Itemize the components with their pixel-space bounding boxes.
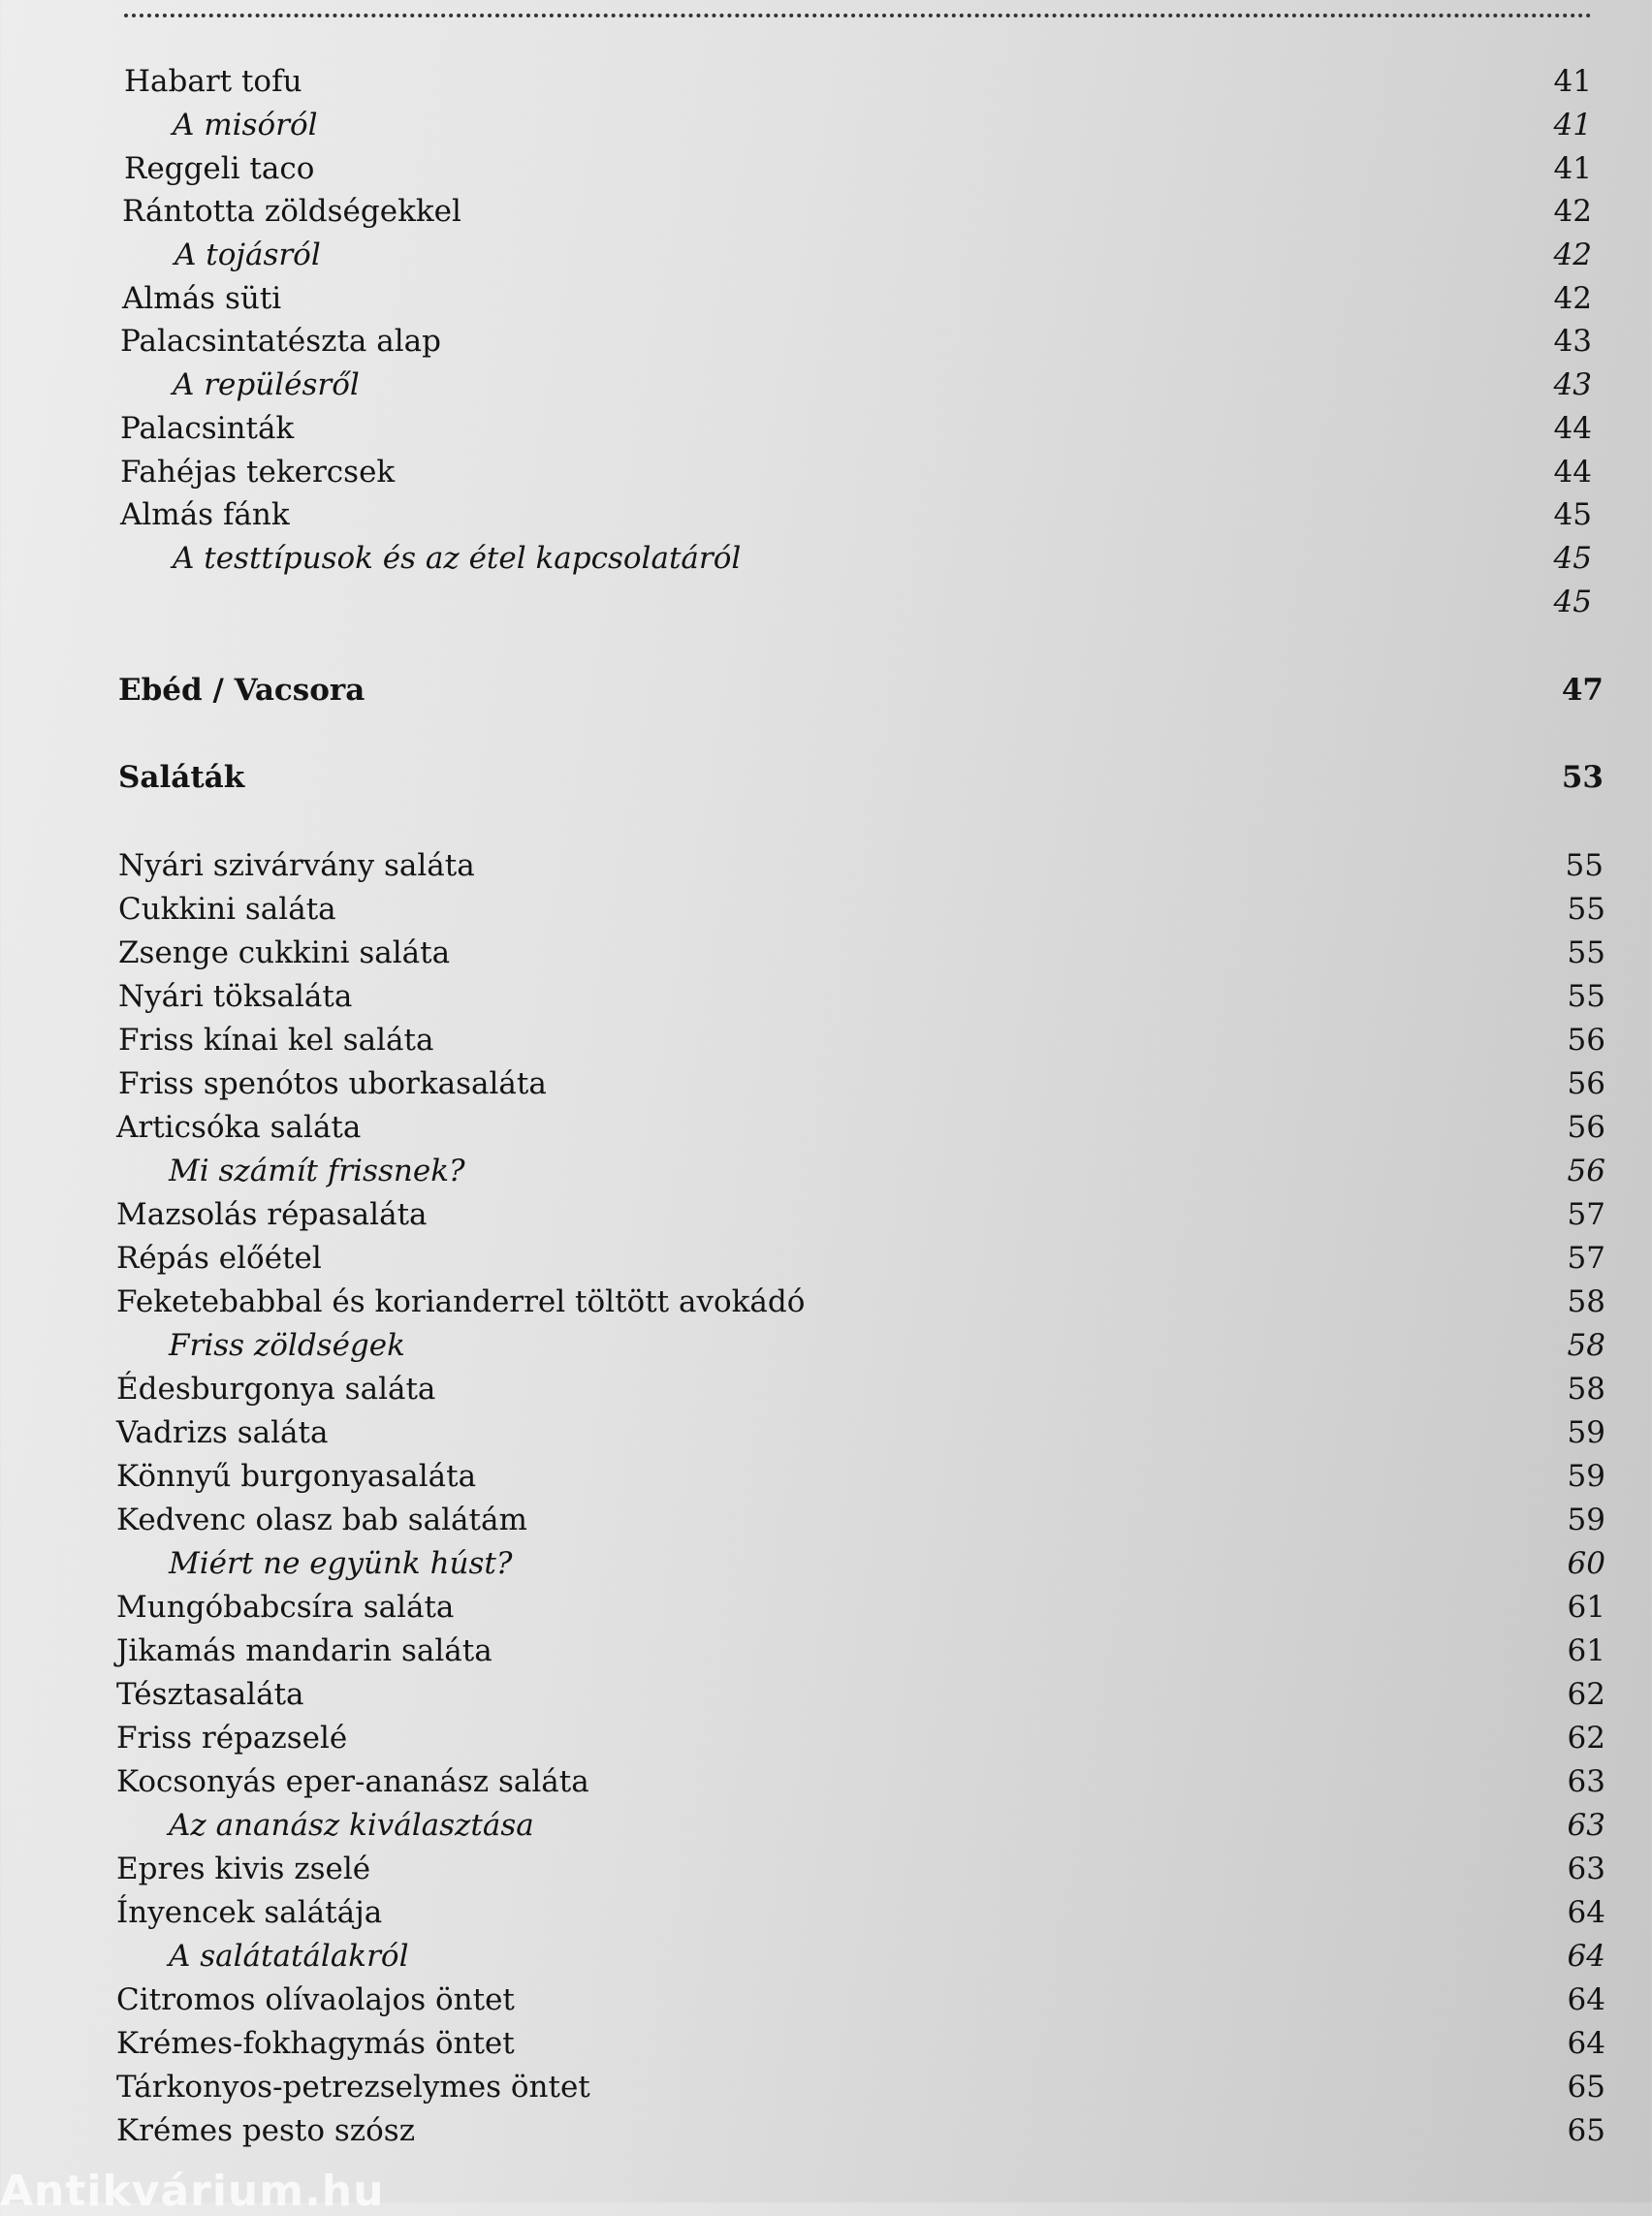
toc-entry-page: 56 <box>1567 1023 1605 1058</box>
toc-entry-page: 65 <box>1567 2113 1605 2148</box>
toc-entry-page: 41 <box>1553 108 1592 142</box>
toc-entry <box>116 1324 1605 1367</box>
toc-entry <box>116 2066 1605 2108</box>
toc-entry <box>120 451 1592 493</box>
toc-entry-title: Mi számít frissnek? <box>169 1154 465 1188</box>
toc-entry-title: Saláták <box>118 760 245 795</box>
toc-entry-title: Friss zöldségek <box>169 1328 405 1363</box>
watermark: Antikvárium.hu <box>0 2167 385 2216</box>
toc-entry-title: Friss répazselé <box>116 1721 348 1756</box>
toc-entry-page: 59 <box>1567 1503 1605 1537</box>
toc-entry <box>116 1237 1605 1280</box>
toc-entry-title: Miért ne együnk húst? <box>169 1546 513 1581</box>
toc-entry-page: 62 <box>1567 1677 1605 1712</box>
toc-entry-title: Jikamás mandarin saláta <box>116 1633 492 1668</box>
toc-entry <box>116 1586 1605 1629</box>
toc-entry-page: 64 <box>1567 1895 1605 1930</box>
toc-entry-title: Friss spenótos uborkasaláta <box>118 1066 547 1101</box>
toc-entry-title: Édesburgonya saláta <box>116 1372 436 1407</box>
toc-entry-page: 61 <box>1567 1590 1605 1625</box>
toc-entry <box>116 1193 1605 1236</box>
toc-entry <box>118 975 1605 1018</box>
toc-entry <box>118 1019 1605 1061</box>
toc-entry-page: 63 <box>1567 1852 1605 1886</box>
toc-entry-title: Az ananász kiválasztása <box>169 1808 534 1843</box>
toc-entry-page: 59 <box>1567 1415 1605 1450</box>
toc-entry-title: A misóról <box>173 108 318 142</box>
toc-entry-page: 56 <box>1567 1110 1605 1145</box>
toc-entry <box>118 932 1605 974</box>
toc-entry <box>124 147 1592 190</box>
toc-entry <box>116 2109 1605 2152</box>
toc-entry-page: 55 <box>1565 848 1604 883</box>
toc-section-heading <box>118 669 1604 712</box>
toc-entry-title: Ínyencek salátája <box>116 1895 383 1930</box>
toc-entry-title: Rántotta zöldségekkel <box>122 194 461 229</box>
toc-entry-page: 44 <box>1553 411 1592 446</box>
toc-entry-page: 59 <box>1567 1459 1605 1494</box>
toc-entry-page: 55 <box>1567 935 1605 970</box>
toc-entry-page: 55 <box>1567 979 1605 1014</box>
toc-entry <box>120 364 1592 406</box>
toc-entry <box>116 1630 1605 1672</box>
toc-entry <box>122 234 1592 276</box>
toc-entry <box>116 1935 1605 1978</box>
toc-entry <box>116 1281 1605 1323</box>
toc-entry-title: Zsenge cukkini saláta <box>118 935 451 970</box>
toc-entry-page: 58 <box>1567 1284 1605 1319</box>
toc-entry <box>120 537 1592 580</box>
toc-entry <box>116 1717 1605 1759</box>
toc-entry-title: Cukkini saláta <box>118 892 336 927</box>
toc-entry-title: Krémes pesto szósz <box>116 2113 416 2148</box>
toc-entry <box>124 60 1592 103</box>
toc-entry <box>116 1499 1605 1541</box>
toc-entry-title: Kocsonyás eper-ananász saláta <box>116 1764 589 1799</box>
toc-entry-page: 65 <box>1567 2070 1605 2105</box>
toc-entry-title: Almás fánk <box>120 497 290 532</box>
toc-entry-title: Habart tofu <box>124 64 302 99</box>
toc-entry <box>116 1848 1605 1890</box>
toc-entry-page: 64 <box>1567 1939 1605 1974</box>
toc-entry-title: A repülésről <box>173 367 360 402</box>
toc-entry <box>116 2022 1605 2065</box>
toc-entry-title: Palacsintatészta alap <box>120 324 441 359</box>
toc-entry <box>120 581 1592 623</box>
toc-entry <box>116 1760 1605 1803</box>
toc-entry-title: Nyári szivárvány saláta <box>118 848 475 883</box>
toc-entry-page: 58 <box>1567 1328 1605 1363</box>
toc-entry <box>116 1368 1605 1410</box>
toc-entry-title: Almás süti <box>122 281 282 316</box>
toc-entry <box>120 407 1592 450</box>
toc-entry-page: 64 <box>1567 2026 1605 2061</box>
toc-entry-title: Fahéjas tekercsek <box>120 455 396 490</box>
toc-entry-title: Tésztasaláta <box>116 1677 304 1712</box>
toc-entry-page: 56 <box>1567 1066 1605 1101</box>
toc-section-heading <box>118 756 1604 799</box>
toc-entry <box>120 493 1592 536</box>
toc-entry-page: 55 <box>1567 892 1605 927</box>
toc-entry-page: 47 <box>1561 673 1604 708</box>
toc-entry-title: Feketebabbal és korianderrel töltött avokádó <box>116 1284 806 1319</box>
toc-entry-title: Kedvenc olasz bab salátám <box>116 1503 527 1537</box>
toc-entry-page: 60 <box>1567 1546 1605 1581</box>
toc-entry-page: 57 <box>1567 1241 1605 1276</box>
toc-entry-title: Répás előétel <box>116 1241 322 1276</box>
toc-entry-title: Könnyű burgonyasaláta <box>116 1459 477 1494</box>
toc-entry-page: 62 <box>1567 1721 1605 1756</box>
toc-entry <box>116 1891 1605 1934</box>
toc-entry <box>122 190 1592 233</box>
toc-entry <box>116 1150 1605 1192</box>
toc-entry-page: 61 <box>1567 1633 1605 1668</box>
toc-entry-title: Citromos olívaolajos öntet <box>116 1982 515 2017</box>
toc-entry <box>116 1673 1605 1716</box>
toc-entry-title: Friss kínai kel saláta <box>118 1023 434 1058</box>
toc-entry <box>116 1106 1605 1149</box>
toc-entry-title: Epres kivis zselé <box>116 1852 371 1886</box>
toc-entry-page: 45 <box>1553 541 1592 576</box>
toc-entry-page: 41 <box>1553 64 1592 99</box>
toc-entry <box>116 1979 1605 2021</box>
toc-entry-title: Mungóbabcsíra saláta <box>116 1590 455 1625</box>
toc-entry-page: 42 <box>1553 237 1592 272</box>
toc-entry <box>116 1542 1605 1585</box>
toc-entry <box>118 844 1604 887</box>
toc-entry <box>116 1804 1605 1847</box>
toc-entry-page: 64 <box>1567 1982 1605 2017</box>
toc-entry <box>116 1455 1605 1498</box>
toc-entry-title: Nyári töksaláta <box>118 979 353 1014</box>
toc-entry <box>118 888 1605 931</box>
toc-entry-page: 43 <box>1553 367 1592 402</box>
toc-entry-title: Mazsolás répasaláta <box>116 1197 428 1232</box>
toc-entry-title: Krémes-fokhagymás öntet <box>116 2026 515 2061</box>
toc-entry-page: 63 <box>1567 1764 1605 1799</box>
toc-entry-page: 43 <box>1553 324 1592 359</box>
toc-entry-page: 57 <box>1567 1197 1605 1232</box>
toc-entry-page: 58 <box>1567 1372 1605 1407</box>
toc-entry-title: Palacsinták <box>120 411 295 446</box>
toc-entry-page: 42 <box>1553 281 1592 316</box>
toc-entry-page: 45 <box>1553 585 1592 619</box>
toc-entry-title: Ebéd / Vacsora <box>118 673 365 708</box>
toc-entry-title: A testtípusok és az étel kapcsolatáról <box>173 541 742 576</box>
toc-entry <box>116 1411 1605 1454</box>
toc-entry-title: Articsóka saláta <box>116 1110 362 1145</box>
toc-entry-page: 53 <box>1561 760 1604 795</box>
toc-entry-title: A tojásról <box>175 237 321 272</box>
toc-entry-page: 42 <box>1553 194 1592 229</box>
toc-entry-page: 63 <box>1567 1808 1605 1843</box>
toc-entry-title: Reggeli taco <box>124 151 315 186</box>
toc-entry-page: 44 <box>1553 455 1592 490</box>
toc-entry-title: Vadrizs saláta <box>116 1415 329 1450</box>
toc-entry-page: 56 <box>1567 1154 1605 1188</box>
toc-entry <box>122 277 1592 320</box>
toc-entry <box>120 104 1592 146</box>
toc-entry-page: 41 <box>1553 151 1592 186</box>
toc-entry <box>120 320 1592 363</box>
toc-entry-title: A salátatálakról <box>169 1939 409 1974</box>
toc-entry-title: Tárkonyos-petrezselymes öntet <box>116 2070 590 2105</box>
toc-entry <box>118 1062 1605 1105</box>
toc-entry-page: 45 <box>1553 497 1592 532</box>
